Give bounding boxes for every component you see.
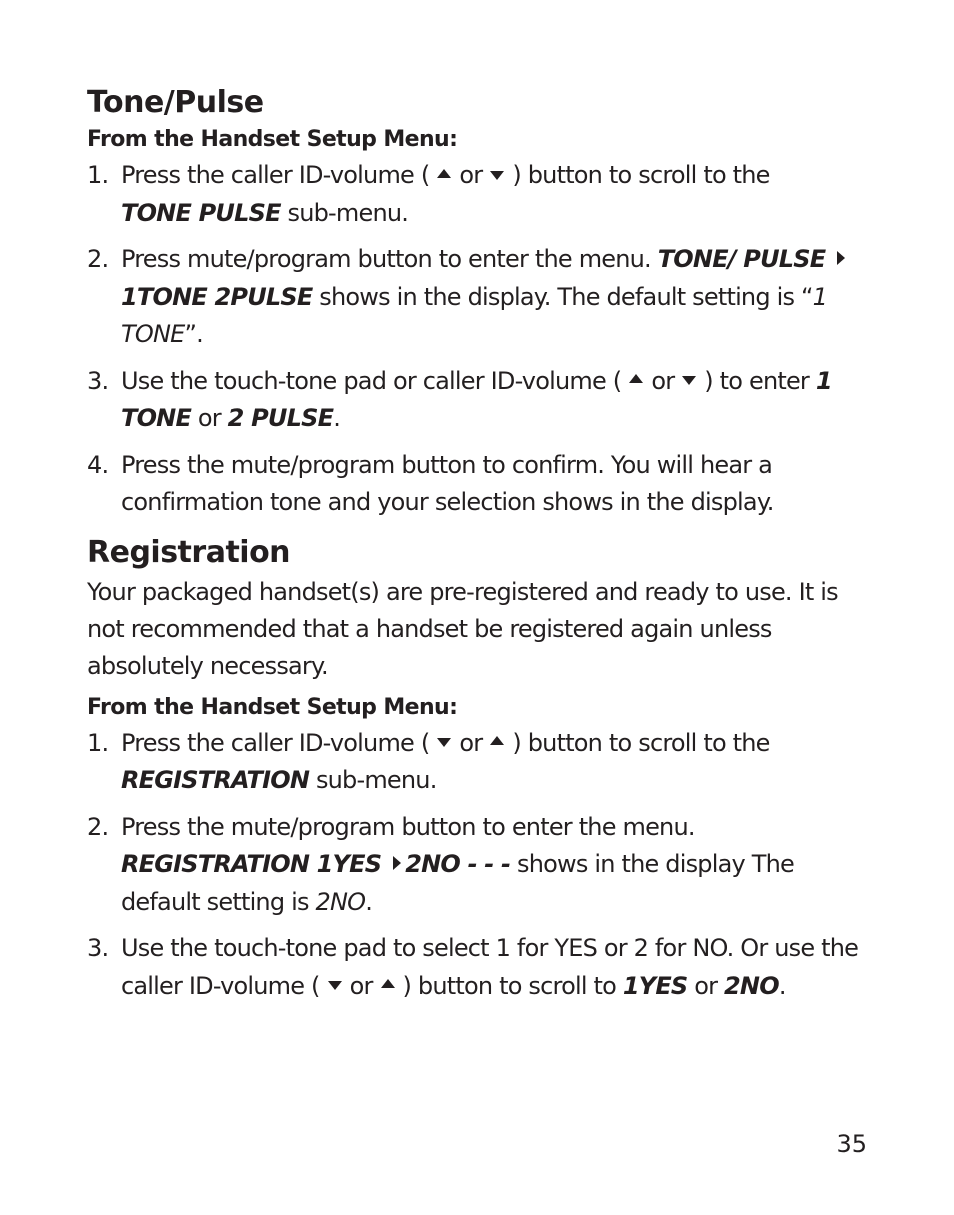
list-item <box>87 809 877 922</box>
step-number: 3. <box>87 366 109 395</box>
tone-pulse-section <box>87 84 877 522</box>
list-item <box>87 447 877 522</box>
step-text: Use the touch-tone pad to select 1 for YES or 2 for NO. Or use the caller ID-volume ( <box>121 934 859 1000</box>
section-title: Registration <box>87 534 291 570</box>
arrow-up-icon <box>437 169 451 178</box>
list-item <box>87 930 877 1005</box>
list-item <box>87 157 877 232</box>
list-item <box>87 363 877 438</box>
list-item <box>87 725 877 800</box>
step-text: ) button to scroll to <box>402 971 623 1000</box>
steps-list <box>87 157 877 522</box>
display-command: 2NO <box>724 971 779 1000</box>
manual-page <box>87 84 877 1005</box>
step-number: 2. <box>87 812 109 841</box>
step-number: 4. <box>87 450 109 479</box>
arrow-up-icon <box>490 736 504 745</box>
step-text: or <box>191 404 228 432</box>
step-text: Press mute/program button to enter the menu. <box>121 245 658 273</box>
step-text: or <box>349 971 373 1000</box>
section-subheading: From the Handset Setup Menu: <box>87 694 458 720</box>
step-number: 1. <box>87 161 109 189</box>
step-text: sub-menu. <box>309 766 437 794</box>
step-number: 2. <box>87 245 109 273</box>
step-text: Press the caller ID-volume ( <box>121 161 430 189</box>
step-text: Press the caller ID-volume ( <box>121 728 430 757</box>
step-text: ) button to scroll to the <box>512 728 770 757</box>
arrow-down-icon <box>490 171 504 180</box>
step-text: shows in the display. The default setting is “ <box>312 282 813 311</box>
display-command: TONE PULSE <box>121 198 281 227</box>
display-command: 1YES <box>622 971 688 1000</box>
step-text: or <box>459 161 483 189</box>
arrow-down-icon <box>328 981 342 990</box>
step-text: sub-menu. <box>280 198 409 227</box>
list-item <box>87 241 877 354</box>
arrow-up-icon <box>381 979 395 988</box>
page-number: 35 <box>836 1130 867 1158</box>
display-command: 2 PULSE <box>227 404 334 432</box>
section-intro: Your packaged handset(s) are pre-registered and ready to use. It is not recommended that a handset be registered again unless absolutely necessary. <box>87 577 838 680</box>
display-command: 2NO - - - <box>405 850 511 878</box>
step-text: ) button to scroll to the <box>512 161 770 189</box>
section-title: Tone/Pulse <box>87 85 264 120</box>
arrow-up-icon <box>629 374 643 383</box>
step-text: Use the touch-tone pad or caller ID-volume ( <box>121 366 622 395</box>
step-text: Press the mute/program button to enter the menu. <box>121 812 695 841</box>
step-text: or <box>687 971 725 1000</box>
arrow-right-icon <box>393 856 401 870</box>
steps-list <box>87 725 877 1006</box>
display-command: 1 TONE <box>121 366 832 432</box>
step-text: ) to enter <box>704 366 816 395</box>
default-value: 2NO <box>315 887 366 916</box>
arrow-down-icon <box>437 738 451 747</box>
step-text: . <box>778 971 786 1000</box>
step-number: 1. <box>87 728 109 757</box>
step-text: shows in the display The default setting is <box>121 850 794 916</box>
section-subheading: From the Handset Setup Menu: <box>87 127 458 152</box>
step-number: 3. <box>87 934 109 962</box>
step-text: or <box>459 728 483 757</box>
step-text: . <box>365 887 373 916</box>
step-text: or <box>651 366 675 395</box>
registration-section <box>87 534 877 1006</box>
display-command: REGISTRATION <box>121 766 310 794</box>
display-command: TONE/ PULSE <box>657 245 826 273</box>
step-text: ”. <box>184 320 203 348</box>
display-command: 1TONE 2PULSE <box>121 282 313 311</box>
display-command: REGISTRATION 1YES <box>121 850 382 878</box>
arrow-down-icon <box>682 376 696 385</box>
arrow-right-icon <box>837 251 845 265</box>
step-text: . <box>333 404 341 432</box>
step-text: Press the mute/program button to confirm. You will hear a confirmation tone and your selection shows in the display. <box>121 450 774 516</box>
default-value: 1 TONE <box>121 282 828 348</box>
